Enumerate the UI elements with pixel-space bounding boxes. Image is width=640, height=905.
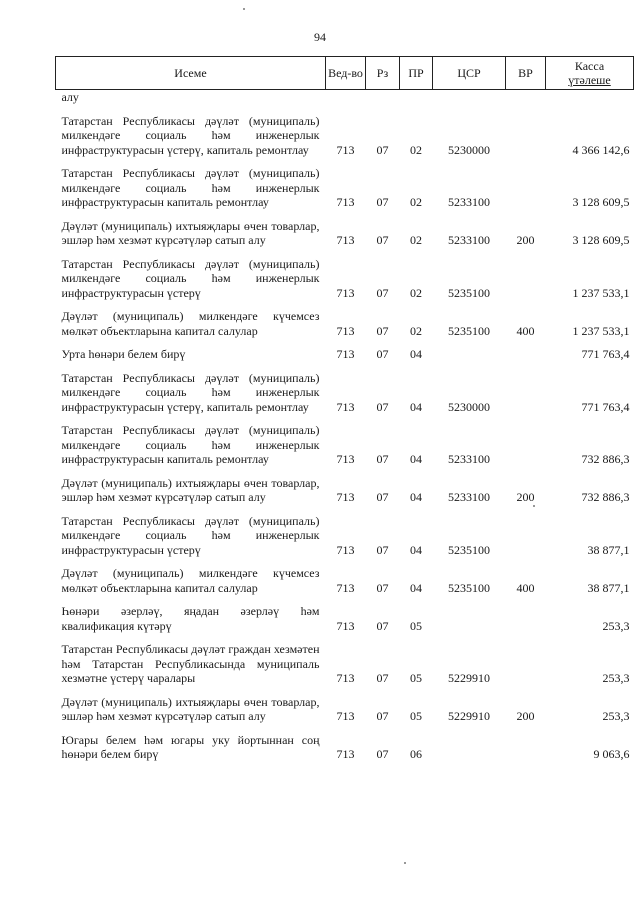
table-row xyxy=(56,365,634,418)
cell-csr: 5229910 xyxy=(448,671,490,685)
cell-name: Татарстан Республикасы дәүләт (муниципаль) милкендәге социаль һәм инженерлык инфраструктурасын капиталь ремонтлау xyxy=(61,166,320,209)
cell-name: Татарстан Республикасы дәүләт (муниципаль) милкендәге социаль һәм инженерлык инфраструктурасын үстерү, капиталь ремонтлау xyxy=(61,370,320,414)
cell-name: Дәүләт (муниципаль) милкендәге күчемсез мөлкәт объектларына капитал салулар xyxy=(61,309,320,338)
cell-csr: 5233100 xyxy=(448,452,490,466)
cell-rz: 07 xyxy=(376,709,389,723)
cell-ved: 713 xyxy=(336,671,355,685)
cell-pr: 02 xyxy=(410,323,422,338)
cell-vr xyxy=(506,160,546,213)
cell-sum: 253,3 xyxy=(602,671,630,685)
header-vr: ВР xyxy=(506,57,546,90)
table-row xyxy=(56,90,634,108)
cell-name: Урта һөнәри белем бирү xyxy=(61,347,186,361)
cell-rz: 07 xyxy=(376,671,389,685)
cell-sum: 3 128 609,5 xyxy=(572,195,630,209)
cell-pr: 04 xyxy=(410,542,422,557)
cell-ved: 713 xyxy=(336,347,355,361)
cell-rz: 07 xyxy=(376,747,389,761)
cell-pr: 04 xyxy=(410,490,422,504)
cell-csr: 5233100 xyxy=(448,233,490,247)
cell-csr: 5235100 xyxy=(448,580,490,595)
cell-ved xyxy=(326,90,366,108)
cell-vr xyxy=(506,727,546,765)
table-header xyxy=(56,57,634,90)
cell-sum: 4 366 142,6 xyxy=(572,142,630,157)
cell-pr: 04 xyxy=(410,399,422,414)
cell-rz: 07 xyxy=(376,195,389,209)
cell-csr: 5233100 xyxy=(448,490,490,504)
cell-csr: 5235100 xyxy=(448,323,490,338)
table-row xyxy=(56,689,634,727)
table-row xyxy=(56,341,634,365)
cell-pr: 05 xyxy=(410,671,422,685)
cell-rz: 07 xyxy=(376,347,389,361)
cell-vr xyxy=(506,341,546,365)
cell-name: алу xyxy=(61,90,79,104)
cell-vr xyxy=(506,508,546,561)
cell-pr: 02 xyxy=(410,285,422,300)
table-row xyxy=(56,560,634,598)
cell-pr: 04 xyxy=(410,452,422,466)
cell-csr: 5235100 xyxy=(448,542,490,557)
cell-ved: 713 xyxy=(336,195,355,209)
table-row xyxy=(56,213,634,251)
cell-rz: 07 xyxy=(376,233,389,247)
cell-csr: 5230000 xyxy=(448,142,490,157)
cell-rz: 07 xyxy=(376,399,389,414)
table-row xyxy=(56,303,634,341)
cell-name: Татарстан Республикасы дәүләт (муниципаль) милкендәге социаль һәм инженерлык инфраструктурасын үстерү xyxy=(61,256,320,300)
cell-ved: 713 xyxy=(336,580,355,595)
cell-vr: 400 xyxy=(516,323,535,338)
cell-vr xyxy=(506,108,546,161)
cell-rz xyxy=(366,90,400,108)
cell-sum: 253,3 xyxy=(602,618,630,633)
table-row xyxy=(56,470,634,508)
cell-sum: 3 128 609,5 xyxy=(572,233,630,247)
cell-sum: 771 763,4 xyxy=(581,399,630,414)
budget-table xyxy=(55,56,634,765)
cell-rz: 07 xyxy=(376,452,389,466)
header-pr: ПР xyxy=(400,57,433,90)
table-row xyxy=(56,508,634,561)
header-rz: Рз xyxy=(366,57,400,90)
cell-sum: 1 237 533,1 xyxy=(572,323,630,338)
cell-sum: 253,3 xyxy=(602,709,630,723)
cell-ved: 713 xyxy=(336,399,355,414)
cell-name: Дәүләт (муниципаль) ихтыяҗлары өчен товарлар, эшләр һәм хезмәт күрсәтүләр сатып алу xyxy=(61,218,320,247)
cell-sum xyxy=(546,90,634,108)
header-kassa-line1: Касса xyxy=(574,59,605,73)
scan-speck xyxy=(533,505,535,507)
cell-pr: 02 xyxy=(410,142,422,157)
cell-csr xyxy=(433,727,506,765)
cell-rz: 07 xyxy=(376,142,389,157)
table-row xyxy=(56,417,634,470)
table-row xyxy=(56,727,634,765)
cell-rz: 07 xyxy=(376,323,389,338)
cell-csr xyxy=(433,598,506,636)
cell-vr xyxy=(506,365,546,418)
cell-vr: 200 xyxy=(516,233,535,247)
cell-vr xyxy=(506,251,546,304)
cell-rz: 07 xyxy=(376,580,389,595)
cell-ved: 713 xyxy=(336,618,355,633)
cell-name: Һөнәри әзерләү, яңадан әзерләү һәм квалификация күтәрү xyxy=(61,604,320,633)
cell-csr: 5235100 xyxy=(448,285,490,300)
cell-pr: 05 xyxy=(410,709,422,723)
page-number: 94 xyxy=(314,30,326,44)
cell-sum: 38 877,1 xyxy=(587,542,630,557)
cell-csr: 5230000 xyxy=(448,399,490,414)
scan-speck xyxy=(404,862,406,864)
cell-name: Татарстан Республикасы дәүләт (муниципаль) милкендәге социаль һәм инженерлык инфраструктурасын үстерү xyxy=(61,513,320,557)
cell-ved: 713 xyxy=(336,452,355,466)
cell-ved: 713 xyxy=(336,747,355,761)
cell-vr: 200 xyxy=(516,490,535,504)
table-row xyxy=(56,251,634,304)
cell-vr xyxy=(506,636,546,689)
header-kassa xyxy=(546,57,634,90)
cell-vr xyxy=(506,598,546,636)
cell-sum: 732 886,3 xyxy=(581,490,630,504)
cell-ved: 713 xyxy=(336,285,355,300)
cell-vr xyxy=(506,90,546,108)
cell-ved: 713 xyxy=(336,323,355,338)
cell-vr: 400 xyxy=(516,580,535,595)
table-row xyxy=(56,108,634,161)
cell-sum: 9 063,6 xyxy=(593,747,630,761)
cell-ved: 713 xyxy=(336,542,355,557)
cell-name: Татарстан Республикасы дәүләт (муниципаль) милкендәге социаль һәм инженерлык инфраструктурасын үстерү, капиталь ремонтлау xyxy=(61,113,320,157)
cell-csr xyxy=(433,90,506,108)
cell-name: Дәүләт (муниципаль) ихтыяҗлары өчен товарлар, эшләр һәм хезмәт күрсәтүләр сатып алу xyxy=(61,694,320,723)
cell-vr xyxy=(506,417,546,470)
cell-rz: 07 xyxy=(376,490,389,504)
cell-ved: 713 xyxy=(336,490,355,504)
cell-ved: 713 xyxy=(336,142,355,157)
header-kassa-line2: үтәлеше xyxy=(568,73,611,87)
cell-ved: 713 xyxy=(336,233,355,247)
cell-sum: 732 886,3 xyxy=(581,452,630,466)
cell-name: Югары белем һәм югары уку йортыннан соң һөнәри белем бирү xyxy=(61,732,320,761)
scan-speck xyxy=(243,8,245,10)
cell-pr: 04 xyxy=(410,347,422,361)
cell-pr: 04 xyxy=(410,580,422,595)
cell-csr: 5229910 xyxy=(448,709,490,723)
header-csr: ЦСР xyxy=(433,57,506,90)
cell-rz: 07 xyxy=(376,542,389,557)
cell-name: Татарстан Республикасы дәүләт (муниципаль) милкендәге социаль һәм инженерлык инфраструктурасын капиталь ремонтлау xyxy=(61,423,320,466)
cell-sum: 1 237 533,1 xyxy=(572,285,630,300)
table-row xyxy=(56,598,634,636)
cell-pr: 06 xyxy=(410,747,422,761)
cell-csr xyxy=(433,341,506,365)
cell-vr: 200 xyxy=(516,709,535,723)
cell-name: Татарстан Республикасы дәүләт граждан хезмәтен һәм Татарстан Республикасында муниципаль хезмәтне үстерү чаралары xyxy=(61,642,320,685)
cell-pr: 02 xyxy=(410,195,422,209)
table-row xyxy=(56,160,634,213)
cell-name: Дәүләт (муниципаль) милкендәге күчемсез мөлкәт объектларына капитал салулар xyxy=(61,566,320,595)
table-body xyxy=(56,90,634,765)
cell-sum: 38 877,1 xyxy=(587,580,630,595)
cell-rz: 07 xyxy=(376,618,389,633)
cell-name: Дәүләт (муниципаль) ихтыяҗлары өчен товарлар, эшләр һәм хезмәт күрсәтүләр сатып алу xyxy=(61,475,320,504)
cell-pr xyxy=(400,90,433,108)
header-name: Исеме xyxy=(56,57,326,90)
cell-rz: 07 xyxy=(376,285,389,300)
cell-ved: 713 xyxy=(336,709,355,723)
cell-csr: 5233100 xyxy=(448,195,490,209)
cell-pr: 05 xyxy=(410,618,422,633)
cell-sum: 771 763,4 xyxy=(581,347,630,361)
header-ved: Вед-во xyxy=(326,57,366,90)
cell-pr: 02 xyxy=(410,233,422,247)
table-row xyxy=(56,636,634,689)
